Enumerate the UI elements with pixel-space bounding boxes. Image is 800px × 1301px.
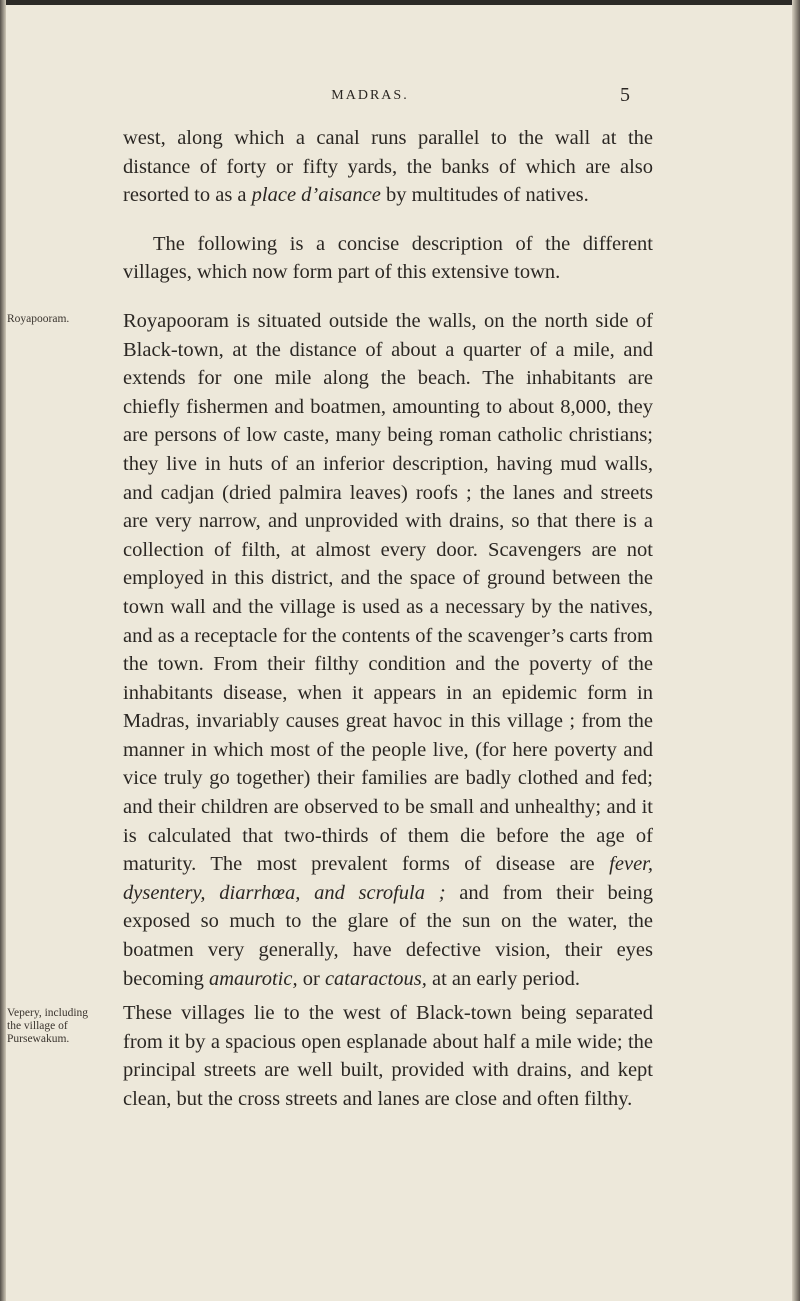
text-segment: or <box>297 967 325 990</box>
page-left-edge <box>0 0 6 1301</box>
page-number: 5 <box>620 84 630 106</box>
paragraph-royapooram <box>7 307 653 993</box>
margin-note: Royapooram. <box>7 312 70 325</box>
text-segment: Royapooram is situated outside the walls, on the north side of Black-town, at the distance of about a quarter of a mile, and extends for one mile along the beach. The inhabitants are chiefly fishermen and boatmen, amounting to about 8,000, they are persons of low caste, many being roman catholic christians; they live in huts of an inferior description, having mud walls, and cadjan (dried palmira leaves) roofs ; the lanes and streets are very narrow, and unprovided with drains, so that there is a collection of filth, at almost every door. Scavengers are not employed in this district, and the space of ground between the town wall and the village is used as a necessary by the natives, and as a receptacle for the contents of the scavenger’s carts from the town. From their filthy condition and the poverty of the inhabitants disease, when it appears in an epidemic form in Madras, invariably causes great havoc in this village ; from the manner in which most of the people live, (for here poverty and vice truly go together) their families are badly clothed and fed; and their children are observed to be small and unhealthy; and it is calculated that two-thirds of them die before the age of maturity. The most prevalent forms of disease are <box>123 309 653 876</box>
paragraph-intro <box>123 230 653 287</box>
text-segment: and from their being exposed so much to the glare of the sun on the water, the boatmen very generally, have defective vision, their eyes becoming <box>123 881 653 990</box>
text-segment: at an early period. <box>426 967 580 990</box>
text-segment-italic: cataractous, <box>324 967 427 990</box>
text-segment: These villages lie to the west of Black-town being separated from it by a spacious open esplanade about half a mile wide; the principal streets are well built, provided with drains, and kept clean, but the cross streets and lanes are close and often filthy. <box>123 1002 653 1110</box>
page-header <box>110 84 630 116</box>
page-top-edge <box>0 0 800 5</box>
text-segment: The following is a concise description of the different villages, which now form part of this extensive town. <box>123 232 653 284</box>
margin-note: Vepery, including the village of Pursewakum. <box>7 1007 89 1046</box>
paragraph-continuation <box>123 124 653 210</box>
text-segment: west, along which a canal runs parallel to the wall at the distance of forty or fifty yards, the banks of which are also resorted to as a <box>123 127 653 207</box>
running-head: MADRAS. <box>331 88 409 103</box>
body-text <box>7 124 653 1114</box>
page-right-edge <box>792 0 800 1301</box>
text-segment: by multitudes of natives. <box>380 184 589 207</box>
text-segment-italic: amaurotic, <box>208 967 298 990</box>
text-segment-italic: fever, dysentery, diarrhœa, and scrofula ; <box>123 853 653 904</box>
text-segment-italic: place d’aisance <box>251 184 381 207</box>
paragraph-vepery <box>7 999 653 1113</box>
